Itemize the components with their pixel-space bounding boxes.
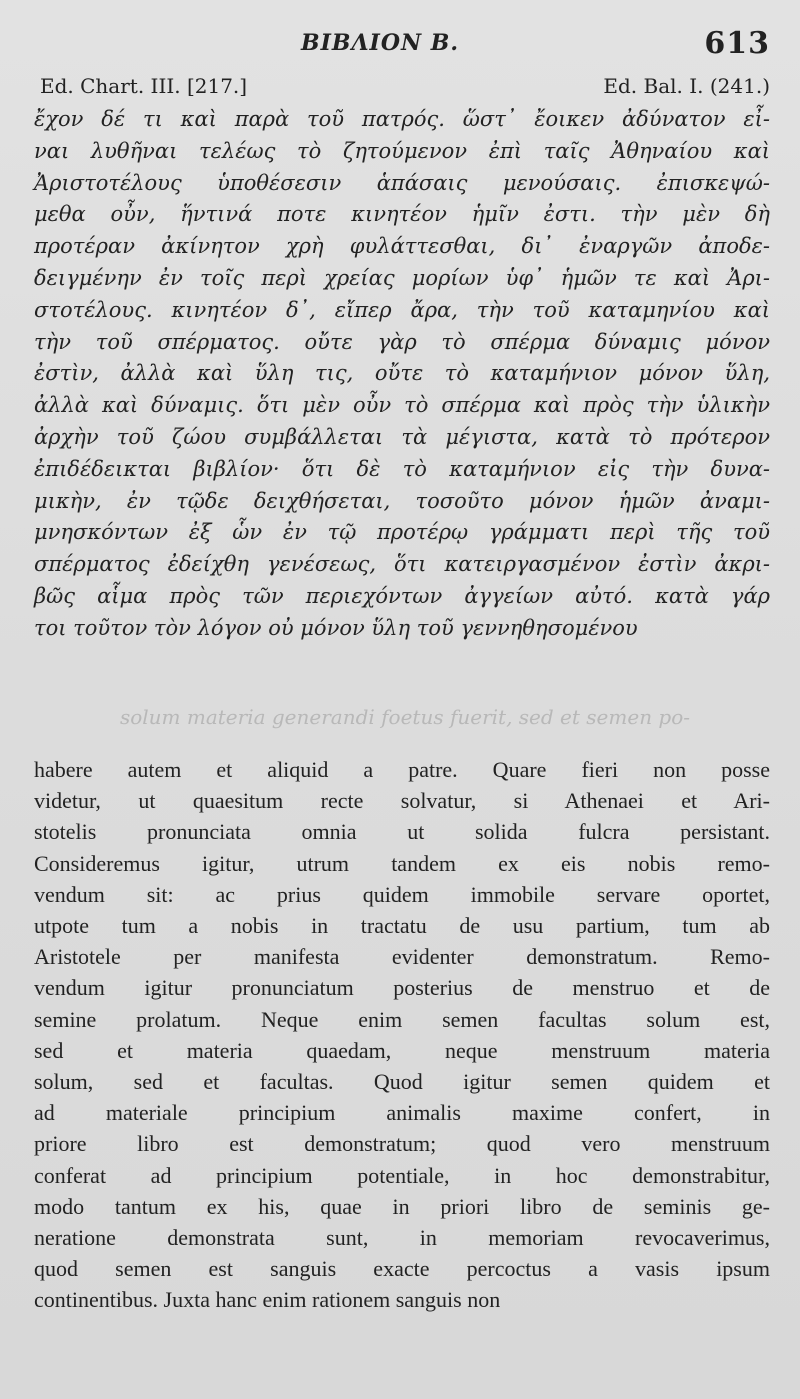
latin-line: vendum sit: ac prius quidem immobile servare oportet, [34, 881, 770, 907]
bleed-through-text: solum materia generandi foetus fuerit, sed et semen po- [119, 705, 691, 729]
page-number: 613 [704, 26, 770, 61]
latin-line: videtur, ut quaesitum recte solvatur, si Athenaei et Ari- [34, 788, 770, 814]
latin-line: semine prolatum. Neque enim semen facultas solum est, [34, 1006, 770, 1032]
greek-line: ἐπιδέδεικται βιβλίον· ὅτι δὲ τὸ καταμήνιον εἰς τὴν δυνα- [34, 456, 770, 481]
greek-line: Ἀριστοτέλους ὑποθέσεσιν ἁπάσαις μενούσαις. ἐπισκεψώ- [34, 170, 770, 195]
greek-line: μνησκόντων ἐξ ὧν ἐν τῷ προτέρῳ γράμματι περὶ τῆς τοῦ [34, 520, 770, 545]
edition-right: Ed. Bal. I. (241.) [603, 74, 770, 98]
latin-line: modo tantum ex his, quae in priori libro de seminis ge- [34, 1193, 770, 1219]
greek-line: σπέρματος ἐδείχθη γενέσεως, ὅτι κατειργασμένον ἐστὶν ἀκρι- [34, 552, 770, 577]
greek-line: ἀρχὴν τοῦ ζώου συμβάλλεται τὰ μέγιστα, κατὰ τὸ πρότερον [34, 424, 770, 449]
greek-line: προτέραν ἀκίνητον χρὴ φυλάττεσθαι, δι᾽ ἐναργῶν ἀποδε- [34, 234, 770, 259]
edition-references [40, 74, 770, 100]
latin-line: neratione demonstrata sunt, in memoriam revocaverimus, [34, 1225, 770, 1251]
latin-line: sed et materia quaedam, neque menstruum materia [34, 1037, 770, 1063]
greek-line: ἐστὶν, ἀλλὰ καὶ ὕλη τις, οὔτε τὸ καταμήνιον μόνον ὕλη, [34, 361, 770, 386]
latin-line: solum, sed et facultas. Quod igitur semen quidem et [34, 1069, 770, 1095]
page-header [0, 22, 800, 62]
greek-text-block [34, 104, 770, 645]
greek-line: μικὴν, ἐν τῷδε δειχθήσεται, τοσοῦτο μόνον ἡμῶν ἀναμι- [34, 488, 770, 513]
greek-line: ἀλλὰ καὶ δύναμις. ὅτι μὲν οὖν τὸ σπέρμα καὶ πρὸς τὴν ὑλικὴν [34, 393, 770, 418]
greek-line: μεθα οὖν, ἥντινά ποτε κινητέον ἡμῖν ἐστι. τὴν μὲν δὴ [34, 202, 770, 227]
greek-line: βῶς αἷμα πρὸς τῶν περιεχόντων ἀγγείων αὐτό. κατὰ γάρ [34, 583, 770, 608]
latin-line: stotelis pronunciata omnia ut solida fulcra persistant. [34, 819, 770, 845]
greek-line: ναι λυθῆναι τελέως τὸ ζητούμενον ἐπὶ ταῖς Ἀθηναίου καὶ [34, 138, 770, 163]
latin-line: vendum igitur pronunciatum posterius de menstruo et de [34, 975, 770, 1001]
greek-line: δειγμένην ἐν τοῖς περὶ χρείας μορίων ὑφ᾽ ἡμῶν τε καὶ Ἀρι- [34, 265, 770, 290]
latin-line: continentibus. Juxta hanc enim rationem sanguis non [34, 1287, 501, 1313]
edition-left: Ed. Chart. III. [217.] [40, 74, 248, 98]
greek-line: ἔχον δέ τι καὶ παρὰ τοῦ πατρός. ὥστ᾽ ἔοικεν ἀδύνατον εἶ- [34, 107, 770, 131]
latin-line: Aristotele per manifesta evidenter demonstratum. Remo- [34, 944, 770, 970]
running-title: BIBΛΙΟΝ B. [300, 30, 460, 56]
greek-line: τοι τοῦτον τὸν λόγον οὐ μόνον ὕλη τοῦ γεννηθησομένου [34, 615, 638, 640]
greek-line: στοτέλους. κινητέον δ᾽, εἴπερ ἄρα, τὴν τοῦ καταμηνίου καὶ [34, 297, 770, 322]
latin-line: utpote tum a nobis in tractatu de usu partium, tum ab [34, 913, 770, 939]
latin-line: ad materiale principium animalis maxime confert, in [34, 1100, 770, 1126]
latin-line: priore libro est demonstratum; quod vero menstruum [34, 1131, 770, 1157]
latin-line: habere autem et aliquid a patre. Quare fieri non posse [34, 757, 770, 782]
latin-line: Consideremus igitur, utrum tandem ex eis nobis remo- [34, 850, 770, 876]
latin-line: conferat ad principium potentiale, in hoc demonstrabitur, [34, 1162, 770, 1188]
latin-text-block [34, 754, 770, 1316]
latin-line: quod semen est sanguis exacte percoctus a vasis ipsum [34, 1256, 770, 1282]
greek-line: τὴν τοῦ σπέρματος. οὔτε γὰρ τὸ σπέρμα δύναμις μόνον [34, 329, 770, 354]
